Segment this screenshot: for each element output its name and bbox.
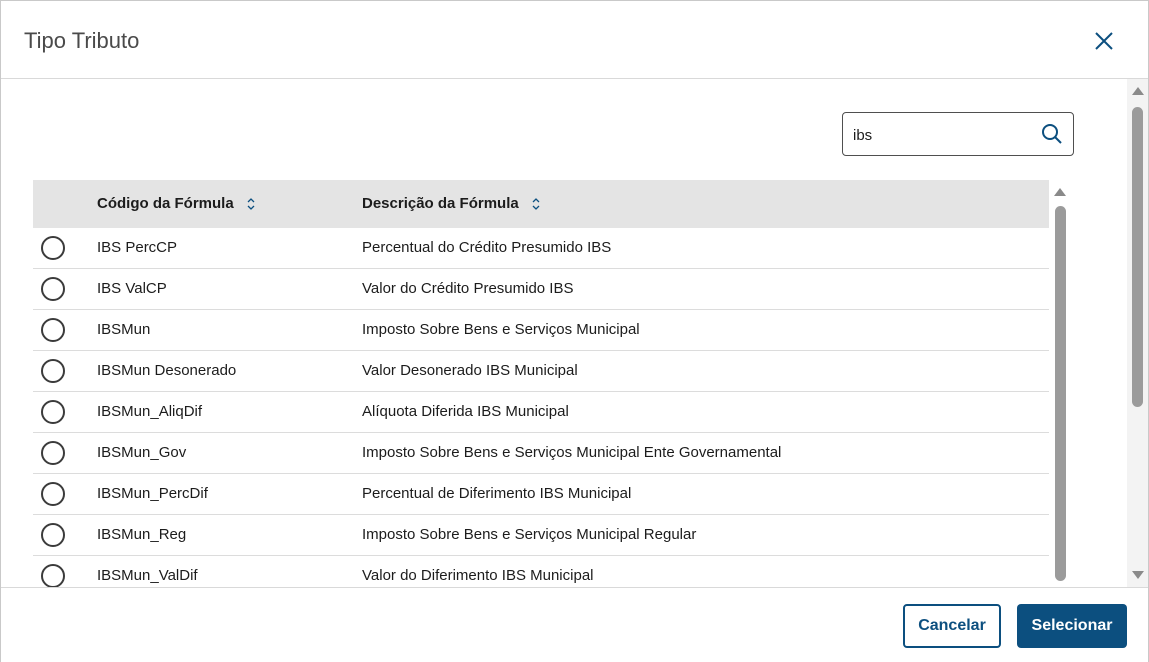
cell-description: Alíquota Diferida IBS Municipal [362,403,569,420]
close-icon [1095,32,1113,50]
row-radio[interactable] [41,277,65,301]
scrollbar-thumb[interactable] [1132,107,1143,407]
table-row[interactable] [33,228,1049,269]
dialog-scrollbar[interactable] [1127,79,1148,587]
row-radio[interactable] [41,400,65,424]
table-row[interactable] [33,392,1049,433]
cell-code: IBSMun_Gov [97,444,187,461]
cell-description: Imposto Sobre Bens e Serviços Municipal Ente Governamental [362,444,782,461]
cell-description: Imposto Sobre Bens e Serviços Municipal [362,321,640,338]
table-header [33,180,1049,228]
dialog-header [1,1,1148,79]
cell-code: IBSMun Desonerado [97,362,237,379]
sort-icon[interactable] [531,197,541,211]
cell-code: IBSMun_PercDif [97,485,208,502]
scroll-down-icon[interactable] [1132,571,1144,579]
row-radio[interactable] [41,564,65,587]
cell-code: IBSMun_AliqDif [97,403,203,420]
row-radio[interactable] [41,236,65,260]
row-radio[interactable] [41,359,65,383]
dialog-footer [1,587,1148,662]
column-header-label: Código da Fórmula [97,195,234,212]
table-row[interactable] [33,310,1049,351]
row-radio[interactable] [41,523,65,547]
scroll-up-icon[interactable] [1054,188,1066,196]
column-header-label: Descrição da Fórmula [362,195,519,212]
dialog-title: Tipo Tributo [24,28,140,53]
formula-table [33,180,1049,587]
table-row[interactable] [33,556,1049,587]
close-button[interactable] [1091,28,1117,54]
cell-description: Valor Desonerado IBS Municipal [362,362,578,379]
search-input[interactable] [851,121,1035,149]
cell-description: Percentual do Crédito Presumido IBS [362,239,612,256]
table-row[interactable] [33,515,1049,556]
cell-description: Valor do Diferimento IBS Municipal [362,567,594,584]
cell-code: IBSMun_Reg [97,526,187,543]
cell-description: Valor do Crédito Presumido IBS [362,280,574,297]
select-button[interactable]: Selecionar [1017,604,1127,648]
row-radio[interactable] [41,318,65,342]
column-header-code[interactable] [97,195,256,212]
table-row[interactable] [33,351,1049,392]
search-field[interactable] [842,112,1074,156]
table-row[interactable] [33,269,1049,310]
table-scrollbar[interactable] [1051,180,1069,587]
cell-code: IBSMun [97,321,151,338]
cell-description: Percentual de Diferimento IBS Municipal [362,485,632,502]
search-icon[interactable] [1041,123,1063,145]
cell-description: Imposto Sobre Bens e Serviços Municipal Regular [362,526,697,543]
cell-code: IBSMun_ValDif [97,567,198,584]
scroll-up-icon[interactable] [1132,87,1144,95]
sort-icon[interactable] [246,197,256,211]
cell-code: IBS ValCP [97,280,167,297]
row-radio[interactable] [41,441,65,465]
dialog-body [1,79,1148,587]
table-row[interactable] [33,433,1049,474]
row-radio[interactable] [41,482,65,506]
scrollbar-thumb[interactable] [1055,206,1066,581]
column-header-description[interactable] [362,195,541,212]
cancel-button[interactable]: Cancelar [903,604,1001,648]
table-row[interactable] [33,474,1049,515]
cell-code: IBS PercCP [97,239,178,256]
